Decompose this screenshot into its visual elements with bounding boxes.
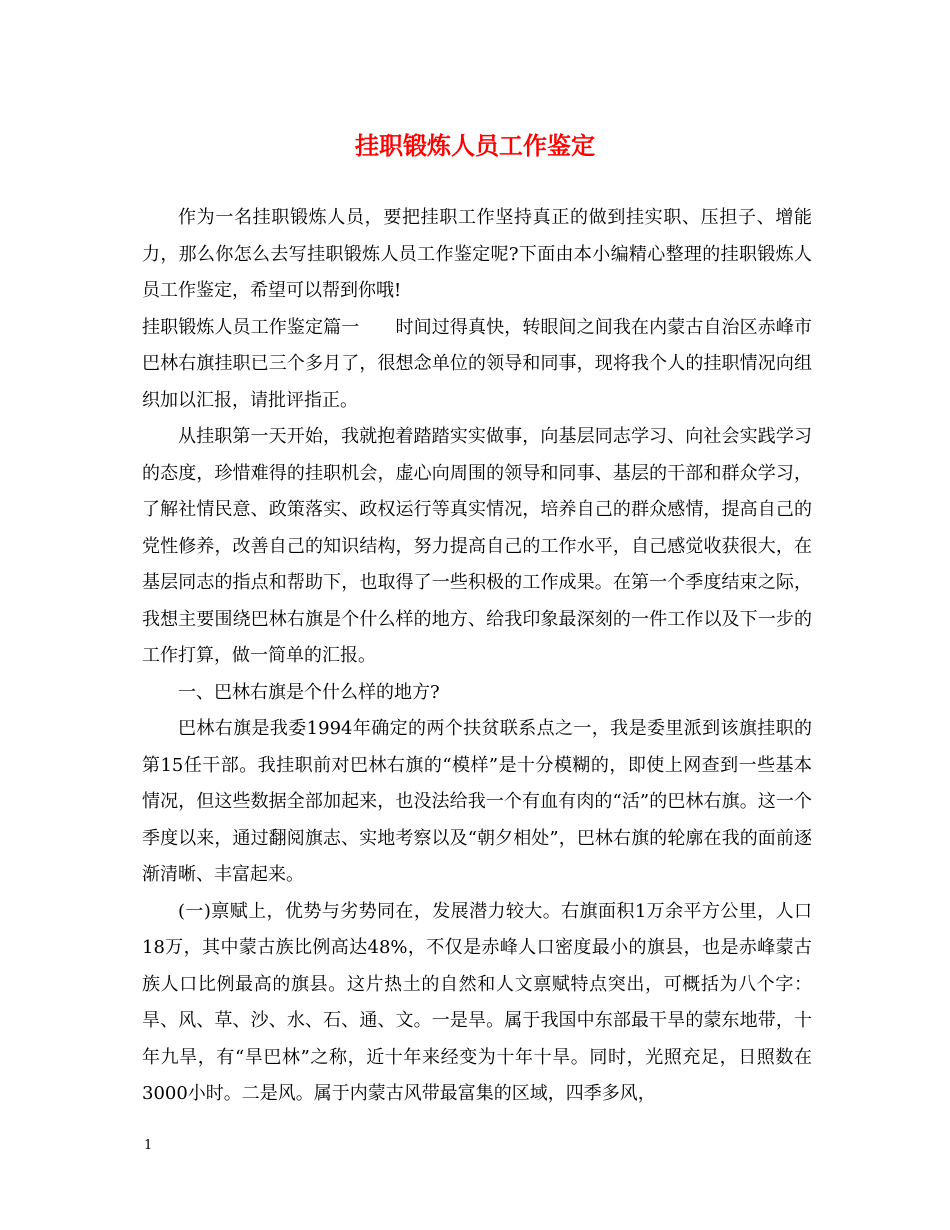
section-heading: 一、巴林右旗是个什么样的地方? [178, 681, 440, 703]
document-body [142, 200, 812, 1113]
body-paragraph: 从挂职第一天开始，我就抱着踏踏实实做事，向基层同志学习、向社会实践学习的态度，珍惜难得的挂职机会，虚心向周围的领导和同事、基层的干部和群众学习，了解社情民意、政策落实、政权运行等真实情况，培养自己的群众感情，提高自己的党性修养，改善自己的知识结构，努力提高自己的工作水平，自己感觉收获很大，在基层同志的指点和帮助下，也取得了一些积极的工作成果。在第一个季度结束之际，我想主要围绕巴林右旗是个什么样的地方、给我印象最深刻的一件工作以及下一步的工作打算，做一简单的汇报。 [142, 426, 812, 666]
intro-paragraph: 作为一名挂职锻炼人员，要把挂职工作坚持真正的做到挂实职、压担子、增能力，那么你怎么去写挂职锻炼人员工作鉴定呢?下面由本小编精心整理的挂职锻炼人员工作鉴定，希望可以帮到你哦! [142, 207, 812, 301]
section-one-opening-paragraph: 挂职锻炼人员工作鉴定篇一 时间过得真快，转眼间之间我在内蒙古自治区赤峰市巴林右旗挂职已三个多月了，很想念单位的领导和同事，现将我个人的挂职情况向组织加以汇报，请批评指正。 [142, 316, 812, 411]
body-paragraph: (一)禀赋上，优势与劣势同在，发展潜力较大。右旗面积1万余平方公里，人口18万，其中蒙古族比例高达48%，不仅是赤峰人口密度最小的旗县，也是赤峰蒙古族人口比例最高的旗县。这片热土的自然和人文禀赋特点突出，可概括为八个字：旱、风、草、沙、水、石、通、文。一是旱。属于我国中东部最干旱的蒙东地带，十年九旱，有“旱巴林”之称，近十年来经变为十年十旱。同时，光照充足，日照数在3000小时。二是风。属于内蒙古风带最富集的区域，四季多风， [142, 900, 812, 1104]
body-paragraph: 巴林右旗是我委1994年确定的两个扶贫联系点之一，我是委里派到该旗挂职的第15任干部。我挂职前对巴林右旗的“模样”是十分模糊的，即使上网查到一些基本情况，但这些数据全部加起来，也没法给我一个有血有肉的“活”的巴林右旗。这一个季度以来，通过翻阅旗志、实地考察以及“朝夕相处”，巴林右旗的轮廓在我的面前逐渐清晰、丰富起来。 [142, 718, 812, 885]
page-number: 1 [144, 1138, 153, 1153]
document-title: 挂职锻炼人员工作鉴定 [355, 132, 595, 160]
